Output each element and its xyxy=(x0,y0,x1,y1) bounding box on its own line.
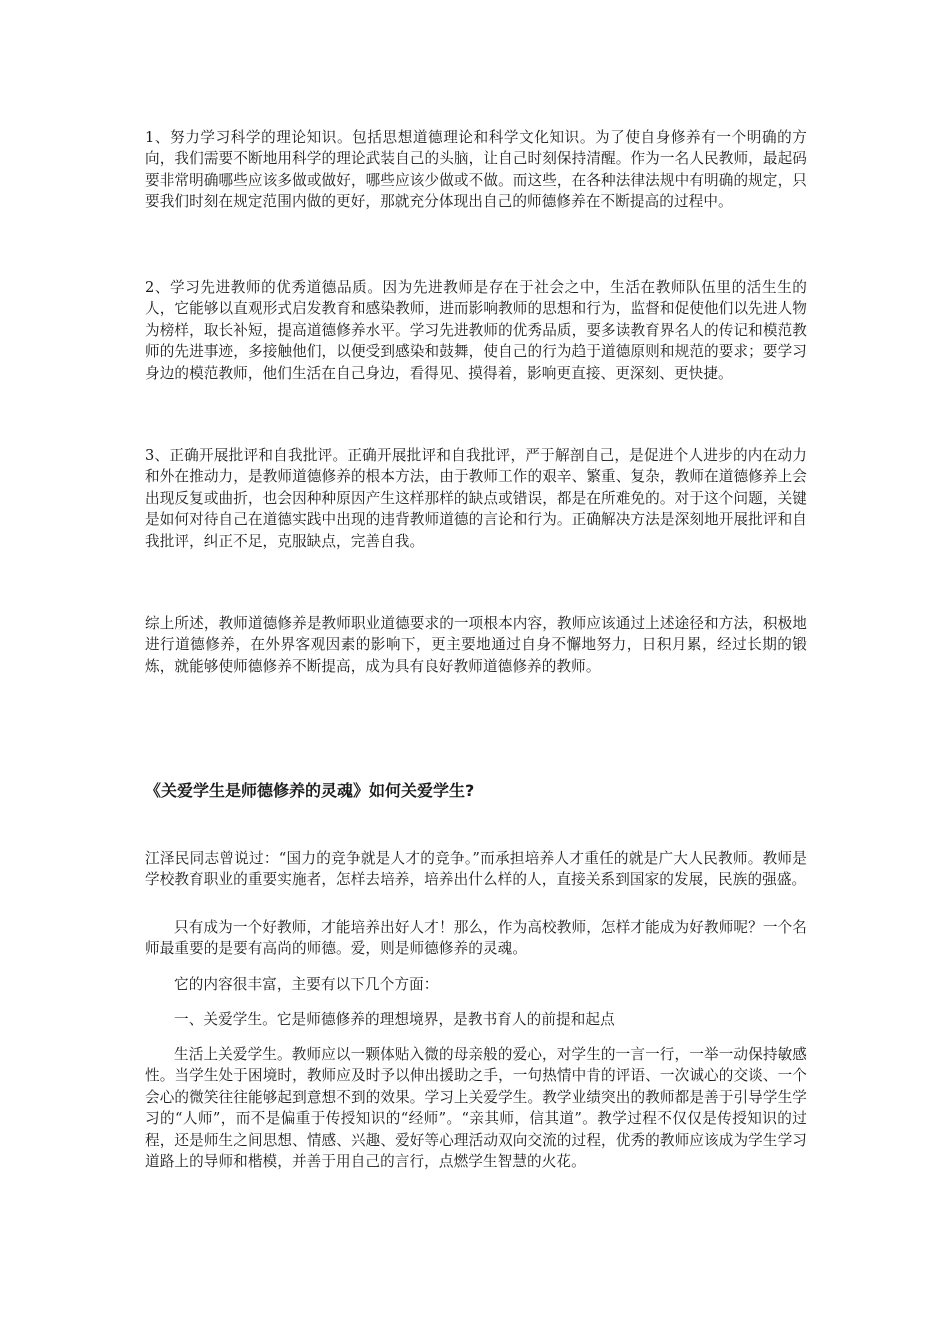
section-heading: 《关爱学生是师德修养的灵魂》如何关爱学生? xyxy=(145,781,475,800)
paragraph-study-theory: 1、努力学习科学的理论知识。包括思想道德理论和科学文化知识。为了使自身修养有一个明确的方向，我们需要不断地用科学的理论武装自己的头脑，让自己时刻保持清醒。作为一名人民教师，最起码要非常明确哪些应该多做或做好，哪些应该少做或不做。而这些，在各种法律法规中有明确的规定，只要我们时刻在规定范围内做的更好，那就充分体现出自己的师德修养在不断提高的过程中。 xyxy=(145,129,807,211)
paragraph-content-rich: 它的内容很丰富，主要有以下几个方面： xyxy=(174,976,439,993)
paragraph-point-one: 一、关爱学生。它是师德修养的理想境界，是教书育人的前提和起点 xyxy=(174,1011,615,1028)
paragraph-good-teacher: 只有成为一个好教师，才能培养出好人才！那么，作为高校教师，怎样才能成为好教师呢？一个名师最重要的是要有高尚的师德。爱，则是师德修养的灵魂。 xyxy=(145,919,807,958)
paragraph-learn-advanced-teachers: 2、学习先进教师的优秀道德品质。因为先进教师是存在于社会之中，生活在教师队伍里的活生生的人，它能够以直观形式启发教育和感染教师，进而影响教师的思想和行为，监督和促使他们以先进人物为榜样，取长补短，提高道德修养水平。学习先进教师的优秀品质，要多读教育界名人的传记和模范教师的先进事迹，多接触他们，以便受到感染和鼓舞，使自己的行为趋于道德原则和规范的要求；要学习身边的模范教师，他们生活在自己身边，看得见、摸得着，影响更直接、更深刻、更快捷。 xyxy=(145,279,807,382)
paragraph-summary: 综上所述，教师道德修养是教师职业道德要求的一项根本内容，教师应该通过上述途径和方法，积极地进行道德修养，在外界客观因素的影响下，更主要地通过自身不懈地努力，日积月累，经过长期的锻炼，就能够使师德修养不断提高，成为具有良好教师道德修养的教师。 xyxy=(145,615,807,675)
paragraph-care-life-study: 生活上关爱学生。教师应以一颗体贴入微的母亲般的爱心，对学生的一言一行，一举一动保持敏感性。当学生处于困境时，教师应及时予以伸出援助之手，一句热情中肯的评语、一次诚心的交谈、一个会心的微笑往往能够起到意想不到的效果。学习上关爱学生。教学业绩突出的教师都是善于引导学生学习的“人师”，而不是偏重于传授知识的“经师”。“亲其师，信其道”。教学过程不仅仅是传授知识的过程，还是师生之间思想、情感、兴趣、爱好等心理活动双向交流的过程，优秀的教师应该成为学生学习道路上的导师和楷模，并善于用自己的言行，点燃学生智慧的火花。 xyxy=(145,1046,807,1171)
paragraph-criticism-self-criticism: 3、正确开展批评和自我批评。正确开展批评和自我批评，严于解剖自己，是促进个人进步的内在动力和外在推动力，是教师道德修养的根本方法，由于教师工作的艰辛、繁重、复杂，教师在道德修养上会出现反复或曲折，也会因种种原因产生这样那样的缺点或错误，都是在所难免的。对于这个问题，关键是如何对待自己在道德实践中出现的违背教师道德的言论和行为。正确解决方法是深刻地开展批评和自我批评，纠正不足，克服缺点，完善自我。 xyxy=(145,447,807,550)
paragraph-intro-quote: 江泽民同志曾说过：“国力的竞争就是人才的竞争。”而承担培养人才重任的就是广大人民教师。教师是学校教育职业的重要实施者，怎样去培养，培养出什么样的人，直接关系到国家的发展，民族的强盛。 xyxy=(145,850,807,889)
